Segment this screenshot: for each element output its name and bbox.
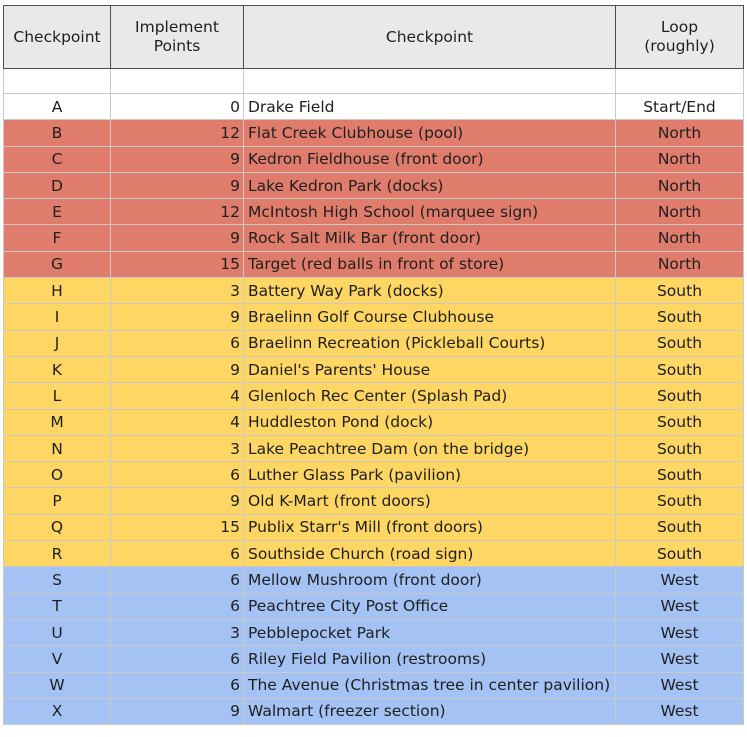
table-row — [4, 672, 744, 698]
cell-implement-points-text: 9 — [230, 150, 240, 169]
cell-checkpoint-id[interactable] — [4, 330, 111, 356]
cell-loop[interactable] — [616, 514, 744, 540]
table-row — [4, 435, 744, 461]
cell-checkpoint-id-text: M — [50, 413, 64, 432]
cell-checkpoint-id[interactable] — [4, 225, 111, 251]
table-row — [4, 172, 744, 198]
cell-implement-points[interactable] — [111, 698, 244, 724]
cell-implement-points-text: 4 — [230, 413, 240, 432]
cell-checkpoint-name-text: Riley Field Pavilion (restrooms) — [248, 649, 487, 668]
cell-checkpoint-id-text: R — [51, 544, 63, 563]
cell-checkpoint-name-text: Lake Peachtree Dam (on the bridge) — [248, 439, 530, 458]
cell-checkpoint-id[interactable] — [4, 356, 111, 382]
cell-checkpoint-id-text: S — [52, 570, 62, 589]
cell-checkpoint-id[interactable] — [4, 94, 111, 120]
cell-implement-points-text: 6 — [230, 465, 240, 484]
cell-loop[interactable] — [616, 356, 744, 382]
table-row — [4, 593, 744, 619]
cell-checkpoint-name[interactable] — [244, 514, 616, 540]
cell-checkpoint-name-text: Battery Way Park (docks) — [248, 281, 444, 300]
cell-loop-text: North — [657, 202, 702, 221]
cell-implement-points-text: 12 — [220, 123, 240, 142]
cell-implement-points-text: 3 — [230, 439, 240, 458]
cell-checkpoint-name[interactable] — [244, 94, 616, 120]
cell-checkpoint-id-text: G — [50, 255, 63, 274]
cell-loop-text: Start/End — [643, 97, 716, 116]
cell-checkpoint-name-text: Daniel's Parents' House — [248, 360, 431, 379]
cell-implement-points-text: 6 — [230, 676, 240, 695]
cell-checkpoint-name-text: Pebblepocket Park — [248, 623, 391, 642]
cell-checkpoint-name-text: Glenloch Rec Center (Splash Pad) — [248, 386, 508, 405]
cell-checkpoint-id-text: D — [51, 176, 63, 195]
table-row — [4, 356, 744, 382]
cell-implement-points[interactable] — [111, 435, 244, 461]
cell-checkpoint-id-text: H — [51, 281, 63, 300]
table-row — [4, 120, 744, 146]
cell-loop-text: North — [657, 255, 702, 274]
cell-implement-points[interactable] — [111, 462, 244, 488]
table-row — [4, 409, 744, 435]
cell-checkpoint-name[interactable] — [244, 567, 616, 593]
cell-checkpoint-name-text: Drake Field — [248, 97, 335, 116]
cell-checkpoint-id-text: E — [52, 202, 62, 221]
table-body — [4, 69, 744, 725]
cell-implement-points[interactable] — [111, 199, 244, 225]
table-row — [4, 488, 744, 514]
cell-implement-points-text: 9 — [230, 229, 240, 248]
cell-checkpoint-id[interactable] — [4, 199, 111, 225]
cell-implement-points[interactable] — [111, 672, 244, 698]
cell-checkpoint-id-text: N — [51, 439, 63, 458]
cell-implement-points-text: 3 — [230, 281, 240, 300]
cell-implement-points[interactable] — [111, 409, 244, 435]
cell-checkpoint-name-text: Publix Starr's Mill (front doors) — [248, 518, 483, 537]
cell-loop-text: South — [656, 518, 703, 537]
table-row — [4, 514, 744, 540]
table-row — [4, 567, 744, 593]
cell-checkpoint-id[interactable] — [4, 304, 111, 330]
cell-loop[interactable] — [616, 330, 744, 356]
cell-checkpoint-id[interactable] — [4, 698, 111, 724]
cell-checkpoint-id-text: J — [54, 334, 60, 353]
cell-loop-text: South — [656, 544, 703, 563]
cell-checkpoint-name-text: Rock Salt Milk Bar (front door) — [248, 229, 482, 248]
cell-checkpoint-id-text: U — [51, 623, 63, 642]
cell-checkpoint-id-text: Q — [50, 518, 64, 537]
cell-checkpoint-id[interactable] — [4, 251, 111, 277]
cell-checkpoint-id[interactable] — [4, 514, 111, 540]
cell-checkpoint-id[interactable] — [4, 409, 111, 435]
checkpoint-table — [3, 5, 744, 725]
cell-loop-text: South — [656, 334, 703, 353]
cell-checkpoint-id[interactable] — [4, 278, 111, 304]
cell-implement-points-text: 15 — [220, 518, 240, 537]
cell-implement-points[interactable] — [111, 514, 244, 540]
cell-loop-text: South — [656, 360, 703, 379]
cell-loop[interactable] — [616, 199, 744, 225]
table-row — [4, 146, 744, 172]
cell-checkpoint-name-text: Southside Church (road sign) — [248, 544, 474, 563]
table-row — [4, 278, 744, 304]
cell-checkpoint-name[interactable] — [244, 619, 616, 645]
cell-checkpoint-name-text: Huddleston Pond (dock) — [248, 413, 434, 432]
cell-loop-text: West — [660, 570, 699, 589]
cell-checkpoint-id[interactable] — [4, 646, 111, 672]
cell-implement-points-text: 9 — [230, 176, 240, 195]
cell-loop-text: West — [660, 623, 699, 642]
cell-checkpoint-name[interactable] — [244, 646, 616, 672]
cell-implement-points[interactable] — [111, 304, 244, 330]
cell-loop[interactable] — [616, 172, 744, 198]
cell-implement-points-text: 6 — [230, 544, 240, 563]
table-row — [4, 199, 744, 225]
cell-loop[interactable] — [616, 672, 744, 698]
table-row — [4, 646, 744, 672]
cell-implement-points[interactable] — [111, 120, 244, 146]
table-row — [4, 251, 744, 277]
blank-cell[interactable] — [244, 69, 616, 94]
cell-loop[interactable] — [616, 698, 744, 724]
cell-implement-points[interactable] — [111, 541, 244, 567]
table-row — [4, 619, 744, 645]
header-checkpoint-id[interactable]: Checkpoint — [4, 6, 111, 69]
table-row — [4, 304, 744, 330]
cell-checkpoint-name[interactable] — [244, 672, 616, 698]
cell-loop[interactable] — [616, 541, 744, 567]
cell-loop-text: South — [656, 413, 703, 432]
cell-checkpoint-id[interactable] — [4, 672, 111, 698]
cell-checkpoint-name[interactable] — [244, 462, 616, 488]
cell-loop-text: North — [657, 123, 702, 142]
cell-implement-points-text: 6 — [230, 570, 240, 589]
cell-checkpoint-name-text: Braelinn Recreation (Pickleball Courts) — [248, 334, 546, 353]
cell-checkpoint-name[interactable] — [244, 330, 616, 356]
blank-cell[interactable] — [616, 69, 744, 94]
cell-checkpoint-id-text: K — [51, 360, 63, 379]
cell-checkpoint-id[interactable] — [4, 567, 111, 593]
cell-implement-points-text: 9 — [230, 360, 240, 379]
cell-loop[interactable] — [616, 646, 744, 672]
cell-checkpoint-id-text: F — [52, 229, 62, 248]
cell-checkpoint-name-text: Old K-Mart (front doors) — [248, 492, 431, 511]
cell-loop-text: West — [660, 702, 699, 721]
cell-checkpoint-id-text: V — [51, 649, 63, 668]
table-row — [4, 383, 744, 409]
cell-loop[interactable] — [616, 304, 744, 330]
cell-checkpoint-id-text: O — [50, 465, 64, 484]
cell-checkpoint-name[interactable] — [244, 199, 616, 225]
cell-implement-points-text: 3 — [230, 623, 240, 642]
cell-loop-text: North — [657, 229, 702, 248]
cell-checkpoint-name-text: Peachtree City Post Office — [248, 597, 449, 616]
cell-loop[interactable] — [616, 409, 744, 435]
cell-checkpoint-id[interactable] — [4, 593, 111, 619]
cell-loop[interactable] — [616, 94, 744, 120]
cell-checkpoint-id-text: B — [51, 123, 63, 142]
cell-checkpoint-id[interactable] — [4, 146, 111, 172]
cell-checkpoint-name-text: Walmart (freezer section) — [248, 702, 446, 721]
cell-checkpoint-name-text: McIntosh High School (marquee sign) — [248, 202, 539, 221]
cell-checkpoint-id[interactable] — [4, 435, 111, 461]
cell-checkpoint-name-text: Target (red balls in front of store) — [248, 255, 505, 274]
cell-implement-points[interactable] — [111, 225, 244, 251]
cell-loop[interactable] — [616, 120, 744, 146]
cell-implement-points[interactable] — [111, 330, 244, 356]
blank-cell[interactable] — [111, 69, 244, 94]
cell-loop[interactable] — [616, 278, 744, 304]
cell-implement-points[interactable] — [111, 251, 244, 277]
cell-checkpoint-name[interactable] — [244, 698, 616, 724]
cell-loop-text: West — [660, 676, 699, 695]
cell-checkpoint-name[interactable] — [244, 146, 616, 172]
cell-loop[interactable] — [616, 593, 744, 619]
cell-loop-text: South — [656, 308, 703, 327]
cell-checkpoint-id-text: A — [51, 97, 63, 116]
cell-checkpoint-name[interactable] — [244, 172, 616, 198]
cell-loop[interactable] — [616, 488, 744, 514]
cell-implement-points-text: 0 — [230, 97, 240, 116]
cell-implement-points-text: 6 — [230, 649, 240, 668]
cell-checkpoint-id[interactable] — [4, 172, 111, 198]
cell-loop-text: South — [656, 439, 703, 458]
cell-checkpoint-id[interactable] — [4, 488, 111, 514]
cell-checkpoint-name-text: Kedron Fieldhouse (front door) — [248, 150, 484, 169]
cell-checkpoint-id-text: P — [52, 492, 62, 511]
table-row — [4, 698, 744, 724]
cell-implement-points-text: 12 — [220, 202, 240, 221]
cell-implement-points[interactable] — [111, 646, 244, 672]
cell-loop-text: North — [657, 150, 702, 169]
cell-checkpoint-name[interactable] — [244, 278, 616, 304]
cell-checkpoint-name-text: Luther Glass Park (pavilion) — [248, 465, 462, 484]
cell-checkpoint-name-text: Braelinn Golf Course Clubhouse — [248, 308, 494, 327]
cell-implement-points[interactable] — [111, 94, 244, 120]
table-header — [4, 6, 744, 69]
cell-implement-points[interactable] — [111, 593, 244, 619]
cell-checkpoint-name[interactable] — [244, 435, 616, 461]
cell-checkpoint-id-text: L — [52, 386, 62, 405]
cell-checkpoint-name[interactable] — [244, 304, 616, 330]
cell-implement-points-text: 9 — [230, 492, 240, 511]
cell-loop[interactable] — [616, 462, 744, 488]
cell-implement-points[interactable] — [111, 146, 244, 172]
cell-checkpoint-id[interactable] — [4, 120, 111, 146]
cell-checkpoint-id-text: W — [49, 676, 65, 695]
cell-loop-text: South — [656, 465, 703, 484]
cell-implement-points-text: 4 — [230, 386, 240, 405]
cell-loop-text: South — [656, 281, 703, 300]
blank-row — [4, 69, 744, 94]
table-row — [4, 225, 744, 251]
blank-cell[interactable] — [4, 69, 111, 94]
cell-loop-text: North — [657, 176, 702, 195]
cell-loop-text: South — [656, 492, 703, 511]
cell-loop[interactable] — [616, 251, 744, 277]
cell-loop-text: West — [660, 649, 699, 668]
cell-checkpoint-name[interactable] — [244, 225, 616, 251]
header-loop[interactable]: Loop (roughly) — [616, 6, 744, 69]
cell-implement-points-text: 9 — [230, 308, 240, 327]
cell-checkpoint-id-text: C — [51, 150, 63, 169]
table-row — [4, 541, 744, 567]
cell-checkpoint-name[interactable] — [244, 356, 616, 382]
cell-checkpoint-name[interactable] — [244, 488, 616, 514]
table-row — [4, 462, 744, 488]
cell-checkpoint-name-text: Mellow Mushroom (front door) — [248, 570, 482, 589]
cell-checkpoint-name-text: Flat Creek Clubhouse (pool) — [248, 123, 464, 142]
cell-loop-text: West — [660, 597, 699, 616]
cell-checkpoint-id-text: T — [52, 597, 62, 616]
cell-checkpoint-name[interactable] — [244, 120, 616, 146]
cell-checkpoint-id[interactable] — [4, 541, 111, 567]
cell-implement-points-text: 6 — [230, 597, 240, 616]
cell-checkpoint-id[interactable] — [4, 383, 111, 409]
cell-implement-points[interactable] — [111, 488, 244, 514]
header-implement-points[interactable]: Implement Points — [111, 6, 244, 69]
cell-implement-points[interactable] — [111, 278, 244, 304]
cell-loop[interactable] — [616, 619, 744, 645]
cell-checkpoint-name[interactable] — [244, 383, 616, 409]
table-row — [4, 330, 744, 356]
cell-loop-text: South — [656, 386, 703, 405]
cell-checkpoint-id-text: X — [51, 702, 63, 721]
cell-checkpoint-name-text: The Avenue (Christmas tree in center pavilion) — [248, 676, 611, 695]
cell-implement-points[interactable] — [111, 567, 244, 593]
cell-checkpoint-name[interactable] — [244, 541, 616, 567]
cell-loop[interactable] — [616, 383, 744, 409]
cell-checkpoint-id-text: I — [54, 308, 60, 327]
cell-checkpoint-name[interactable] — [244, 251, 616, 277]
cell-loop[interactable] — [616, 225, 744, 251]
cell-checkpoint-id[interactable] — [4, 619, 111, 645]
cell-loop[interactable] — [616, 146, 744, 172]
cell-checkpoint-name[interactable] — [244, 593, 616, 619]
cell-checkpoint-id[interactable] — [4, 462, 111, 488]
cell-implement-points[interactable] — [111, 383, 244, 409]
cell-implement-points[interactable] — [111, 172, 244, 198]
header-checkpoint-name[interactable]: Checkpoint — [244, 6, 616, 69]
cell-loop[interactable] — [616, 567, 744, 593]
cell-checkpoint-name-text: Lake Kedron Park (docks) — [248, 176, 444, 195]
cell-loop[interactable] — [616, 435, 744, 461]
cell-implement-points[interactable] — [111, 619, 244, 645]
table-row — [4, 94, 744, 120]
cell-implement-points-text: 15 — [220, 255, 240, 274]
cell-implement-points-text: 6 — [230, 334, 240, 353]
cell-checkpoint-name[interactable] — [244, 409, 616, 435]
cell-implement-points[interactable] — [111, 356, 244, 382]
cell-implement-points-text: 9 — [230, 702, 240, 721]
